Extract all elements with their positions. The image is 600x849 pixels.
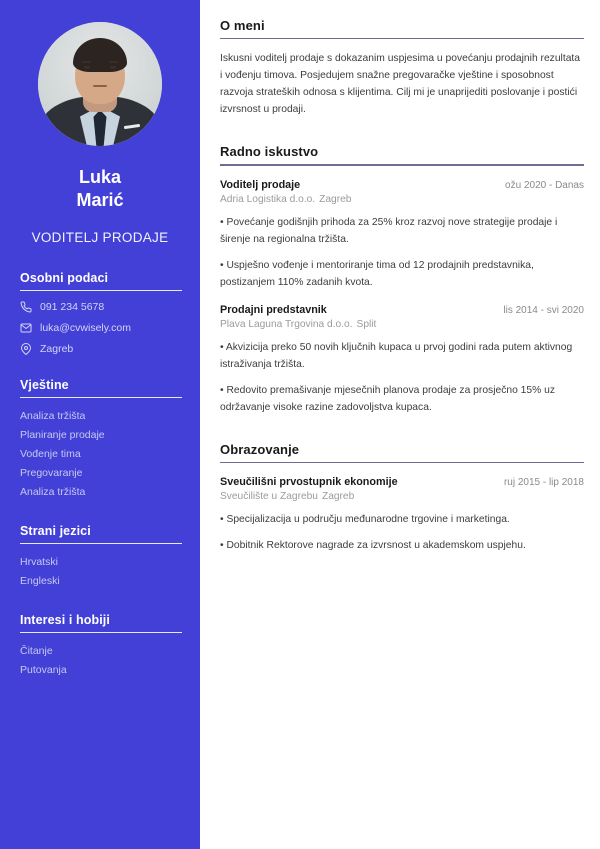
location-value: Zagreb [40, 343, 74, 355]
languages-list [20, 553, 182, 591]
entry-bullet: • Uspješno vođenje i mentoriranje tima od 12 prodajnih predstavnika, postizanjem 110% zadanih kvota. [220, 259, 534, 288]
section-languages [0, 524, 200, 591]
photo-eye-left [84, 66, 90, 69]
photo-eyebrow-right [109, 61, 118, 63]
experience-entry [220, 304, 584, 416]
contact-email [20, 321, 182, 335]
list-item: Čitanje [20, 645, 53, 657]
entry-company: Adria Logistika d.o.o. [220, 193, 316, 205]
entry-company: Plava Laguna Trgovina d.o.o. [220, 318, 353, 330]
contact-phone [20, 300, 182, 314]
candidate-name [0, 166, 200, 212]
entry-header [220, 179, 584, 191]
list-item: Pregovaranje [20, 467, 83, 479]
education-divider [220, 462, 584, 463]
profile-photo-wrapper [0, 0, 200, 146]
interests-divider [20, 632, 182, 633]
entry-organization [220, 491, 584, 502]
entry-date: ožu 2020 - Danas [505, 179, 584, 191]
entry-bullet: • Akvizicija preko 50 novih ključnih kupaca u prvoj godini rada putem aktivnog istraživanja tržišta. [220, 341, 573, 370]
profile-photo [38, 22, 162, 146]
phone-value: 091 234 5678 [40, 301, 105, 313]
section-education [220, 442, 584, 554]
entry-city: Split [356, 318, 377, 330]
contact-location [20, 342, 182, 356]
entry-date: lis 2014 - svi 2020 [503, 304, 584, 316]
email-value: luka@cvwisely.com [40, 322, 131, 334]
about-divider [220, 38, 584, 39]
section-skills [0, 378, 200, 502]
list-item: Analiza tržišta [20, 486, 86, 498]
photo-eye-right [110, 66, 116, 69]
entry-city: Zagreb [319, 193, 352, 205]
list-item: Analiza tržišta [20, 410, 86, 422]
entry-bullet: • Dobitnik Rektorove nagrade za izvrsnost u akademskom uspjehu. [220, 540, 526, 552]
personal-details-list [20, 300, 182, 356]
spacer [220, 122, 584, 144]
list-item: Engleski [20, 575, 60, 587]
envelope-icon [20, 322, 32, 334]
interests-heading: Interesi i hobiji [20, 613, 110, 627]
photo-eyebrow-left [82, 61, 91, 63]
section-interests [0, 613, 200, 680]
entry-bullet: • Povećanje godišnjih prihoda za 25% kroz razvoj nove strategije prodaje i širenje na regionalna tržišta. [220, 216, 558, 245]
entry-date: ruj 2015 - lip 2018 [503, 477, 584, 489]
experience-divider [220, 164, 584, 165]
entry-organization [220, 194, 584, 205]
entry-bullet: • Redovito premašivanje mjesečnih planova prodaje za prosječno 15% uz održavanje visoke razine zadovoljstva kupaca. [220, 384, 556, 413]
entry-title: Voditelj prodaje [220, 178, 301, 191]
education-entry [220, 476, 584, 554]
entry-title: Sveučilišni prvostupnik ekonomije [220, 476, 398, 489]
candidate-job-title: VODITELJ PRODAJE [31, 230, 169, 245]
interests-list [20, 642, 182, 680]
sidebar [0, 0, 200, 849]
about-heading: O meni [220, 18, 265, 33]
languages-divider [20, 543, 182, 544]
personal-details-divider [20, 290, 182, 291]
list-item: Hrvatski [20, 556, 58, 568]
experience-entry [220, 179, 584, 291]
entry-bullet: • Specijalizacija u području međunarodne trgovine i marketinga. [220, 514, 510, 526]
list-item: Planiranje prodaje [20, 429, 105, 441]
experience-heading: Radno iskustvo [220, 144, 319, 160]
section-personal-details [0, 271, 200, 356]
entry-city: Zagreb [321, 491, 355, 503]
list-item: Putovanja [20, 664, 67, 676]
photo-mouth [93, 85, 107, 87]
languages-heading: Strani jezici [20, 524, 91, 538]
first-name: Luka [78, 167, 121, 187]
skills-list [20, 407, 182, 502]
skills-heading: Vještine [20, 378, 69, 392]
skills-divider [20, 397, 182, 398]
map-pin-icon [20, 343, 32, 355]
education-heading: Obrazovanje [220, 441, 300, 457]
list-item: Vođenje tima [20, 448, 81, 460]
personal-details-heading: Osobni podaci [20, 271, 109, 285]
phone-icon [20, 301, 32, 313]
entry-institution: Sveučilište u Zagrebu [220, 491, 318, 503]
entry-header [220, 304, 584, 316]
entry-organization [220, 319, 584, 330]
spacer [220, 420, 584, 442]
about-text: Iskusni voditelj prodaje s dokazanim uspjesima u povećanju prodajnih rezultata i vođenju timova. Posjedujem snažne pregovaračke vještine i sposobnost razvoja strateških odnosa s klijentima. Cilj mi je unaprijediti poslovanje i postići izvrsnost u prodaji. [220, 53, 581, 116]
entry-title: Prodajni predstavnik [220, 303, 327, 316]
last-name: Marić [76, 190, 124, 210]
main-content [200, 0, 600, 849]
section-about [220, 18, 584, 118]
section-experience [220, 144, 584, 415]
entry-header [220, 476, 584, 488]
